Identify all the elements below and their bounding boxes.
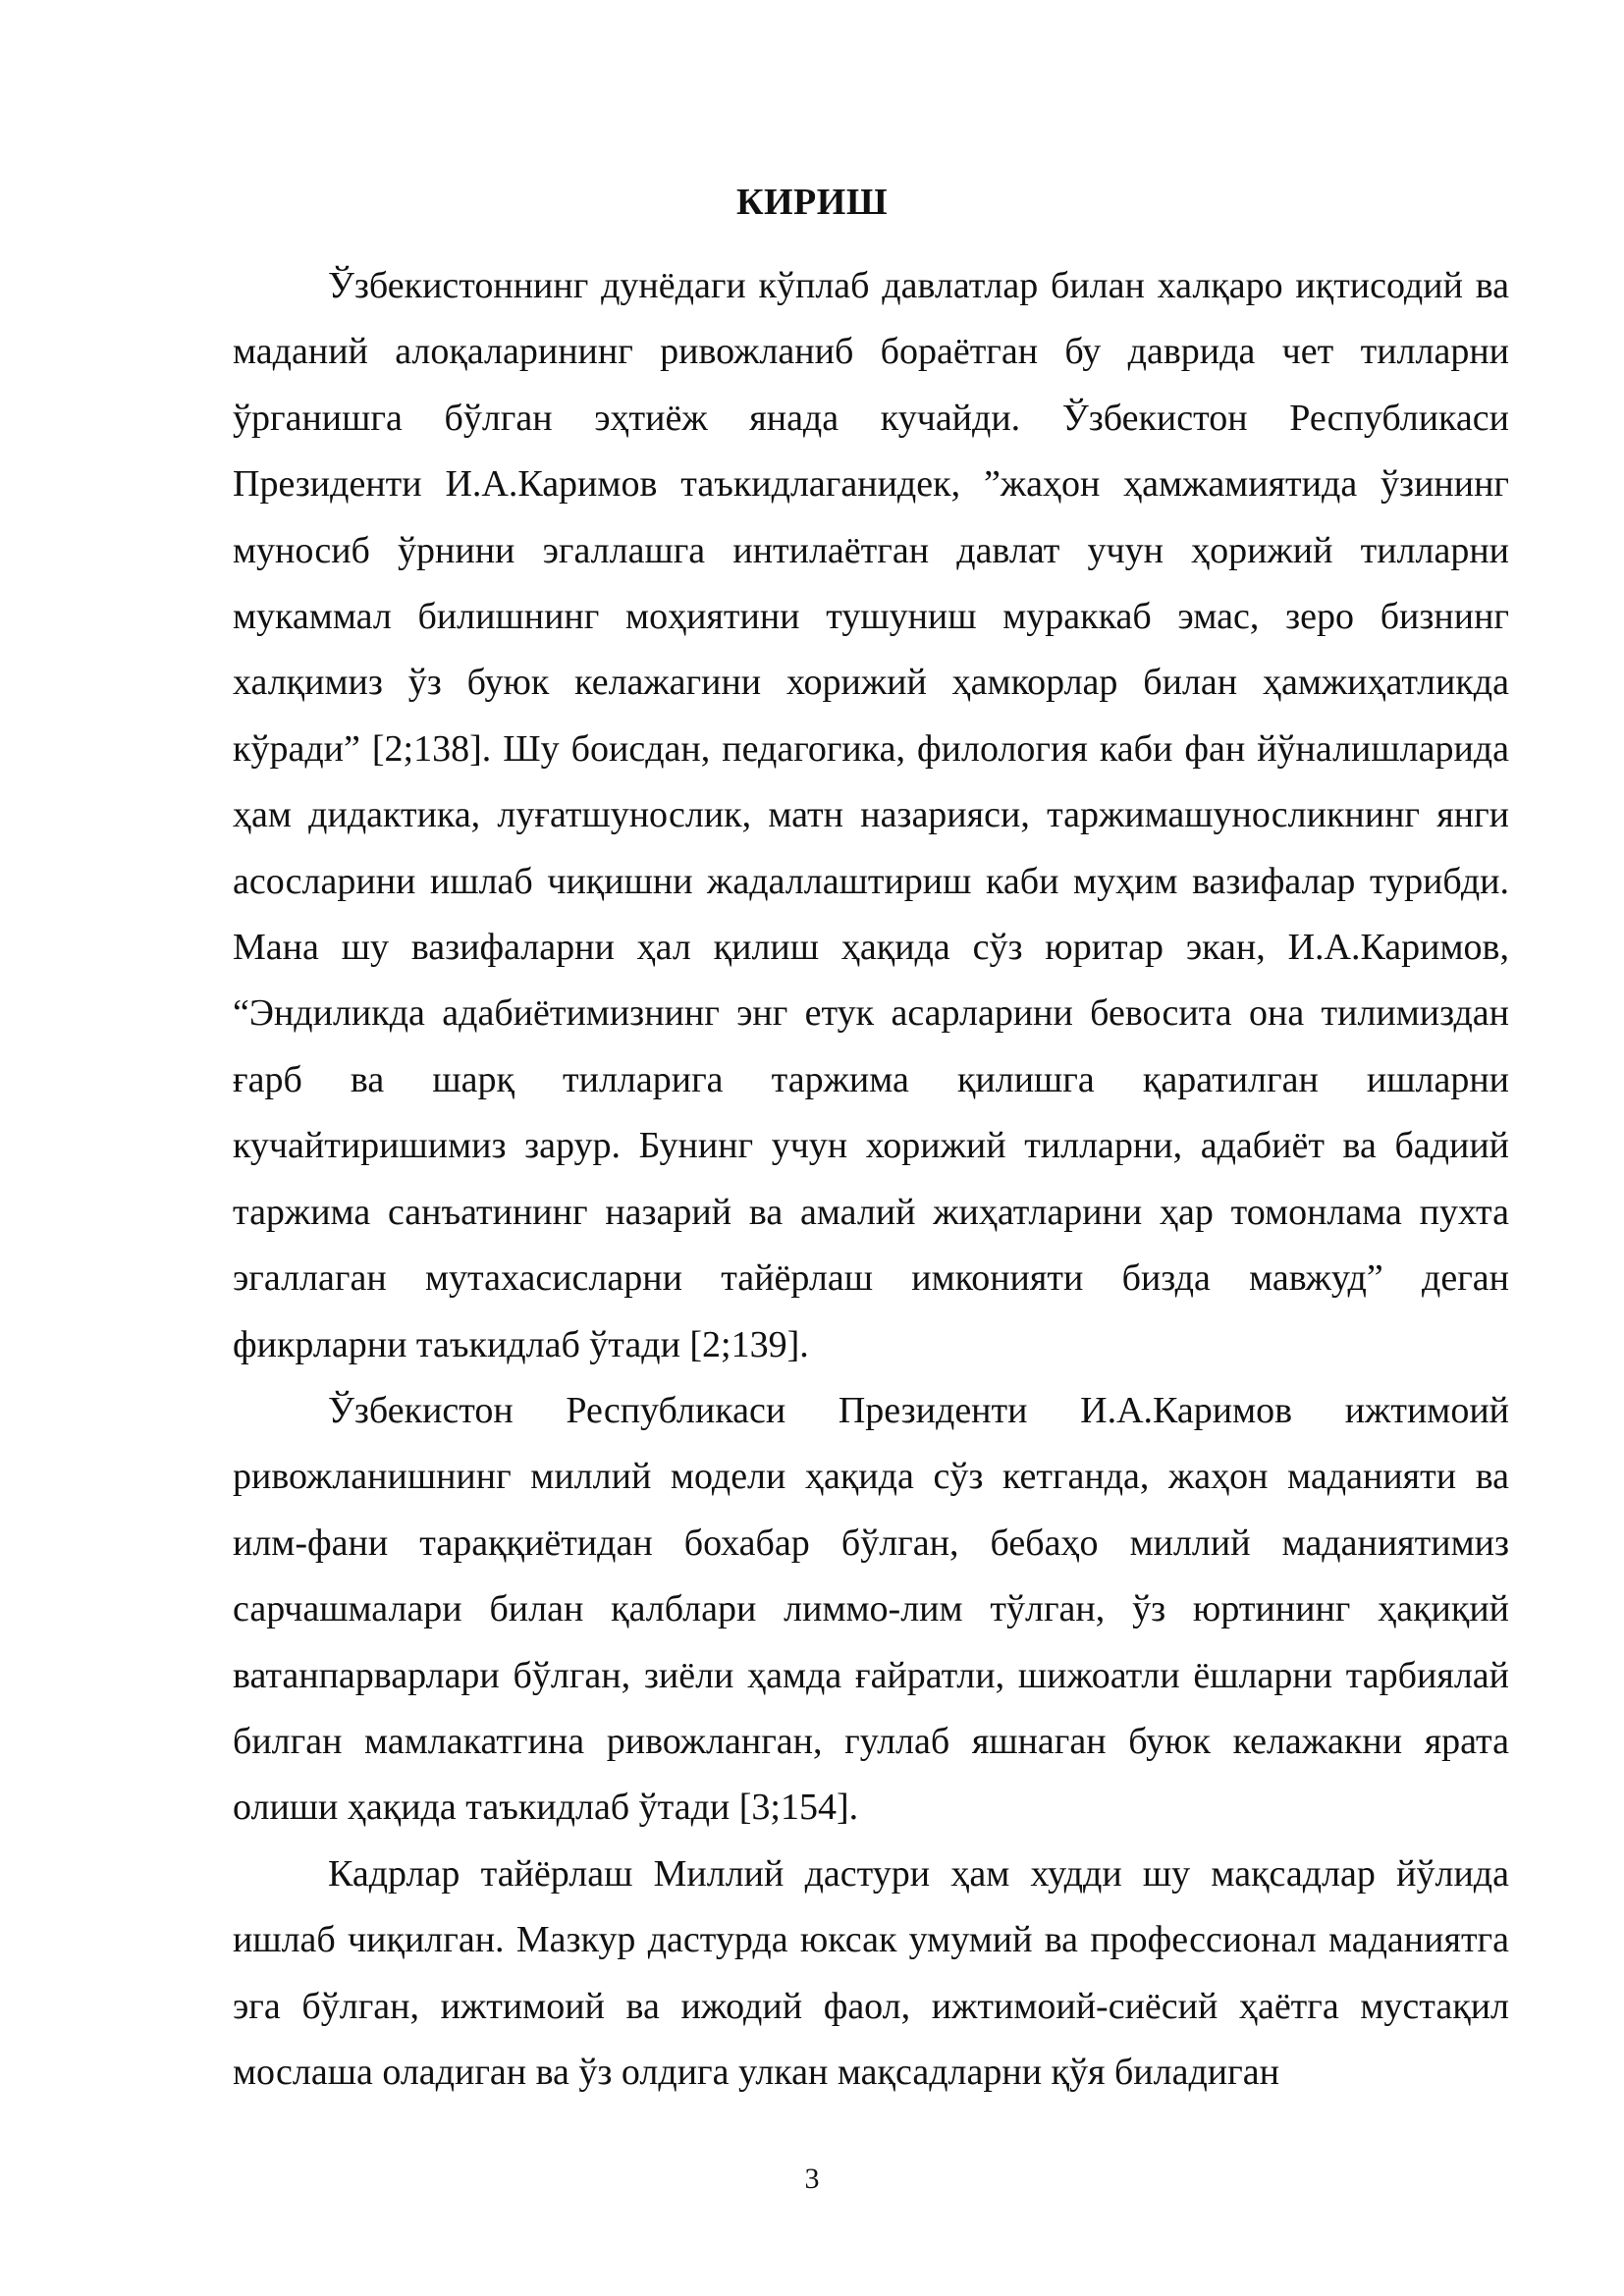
paragraph-3: Кадрлар тайёрлаш Миллий дастури ҳам худди шу мақсадлар йўлида ишлаб чиқилган. Мазкур дастурда юксак умумий ва профессионал маданиятга эга бўлган, ижтимоий ва ижодий фаол, ижтимоий-сиёсий ҳаётга мустақил мослаша оладиган ва ўз олдига улкан мақсадларни қўя биладиган <box>233 1852 1509 2093</box>
page-title: КИРИШ <box>735 182 889 224</box>
paragraph-1: Ўзбекистоннинг дунёдаги кўплаб давлатлар билан халқаро иқтисодий ва маданий алоқаларининг ривожланиб бораётган бу даврида чет тилларни ўрганишга бўлган эҳтиёж янада кучайди. Ўзбекистон Республикаси Президенти И.А.Каримов таъкидлаганидек, ”жаҳон ҳамжамиятида ўзининг муносиб ўрнини эгаллашга интилаётган давлат учун ҳорижий тилларни мукаммал билишнинг моҳиятини тушуниш мураккаб эмас, зеро бизнинг халқимиз ўз буюк келажагини хорижий ҳамкорлар билан ҳамжиҳатликда кўради” [2;138]. Шу боисдан, педагогика, филология каби фан йўналишларида ҳам дидактика, луғатшунослик, матн назарияси, таржимашуносликнинг янги асосларини ишлаб чиқишни жадаллаштириш каби муҳим вазифалар турибди. Мана шу вазифаларни ҳал қилиш ҳақида сўз юритар экан, И.А.Каримов, “Эндиликда адабиётимизнинг энг етук асарларини бевосита она тилимиздан ғарб ва шарқ тилларига таржима қилишга қаратилган ишларни кучайтиришимиз зарур. Бунинг учун хорижий тилларни, адабиёт ва бадиий таржима санъатининг назарий ва амалий жиҳатларини ҳар томонлама пухта эгаллаган мутахасисларни тайёрлаш имконияти бизда мавжуд” деган фикрларни таъкидлаб ўтади [2;139]. <box>233 265 1509 1365</box>
paragraph-2: Ўзбекистон Республикаси Президенти И.А.Каримов ижтимоий ривожланишнинг миллий модели ҳақида сўз кетганда, жаҳон маданияти ва илм-фани тараққиётидан бохабар бўлган, бебаҳо миллий маданиятимиз сарчашмалари билан қалблари лиммо-лим тўлган, ўз юртининг ҳақиқий ватанпарварлари бўлган, зиёли ҳамда ғайратли, шижоатли ёшларни тарбиялай билган мамлакатгина ривожланган, гуллаб яшнаган буюк келажакни ярата олиши ҳақида таъкидлаб ўтади [3;154]. <box>233 1389 1509 1829</box>
page-number: 3 <box>804 2163 820 2195</box>
body-text <box>233 253 1509 2106</box>
